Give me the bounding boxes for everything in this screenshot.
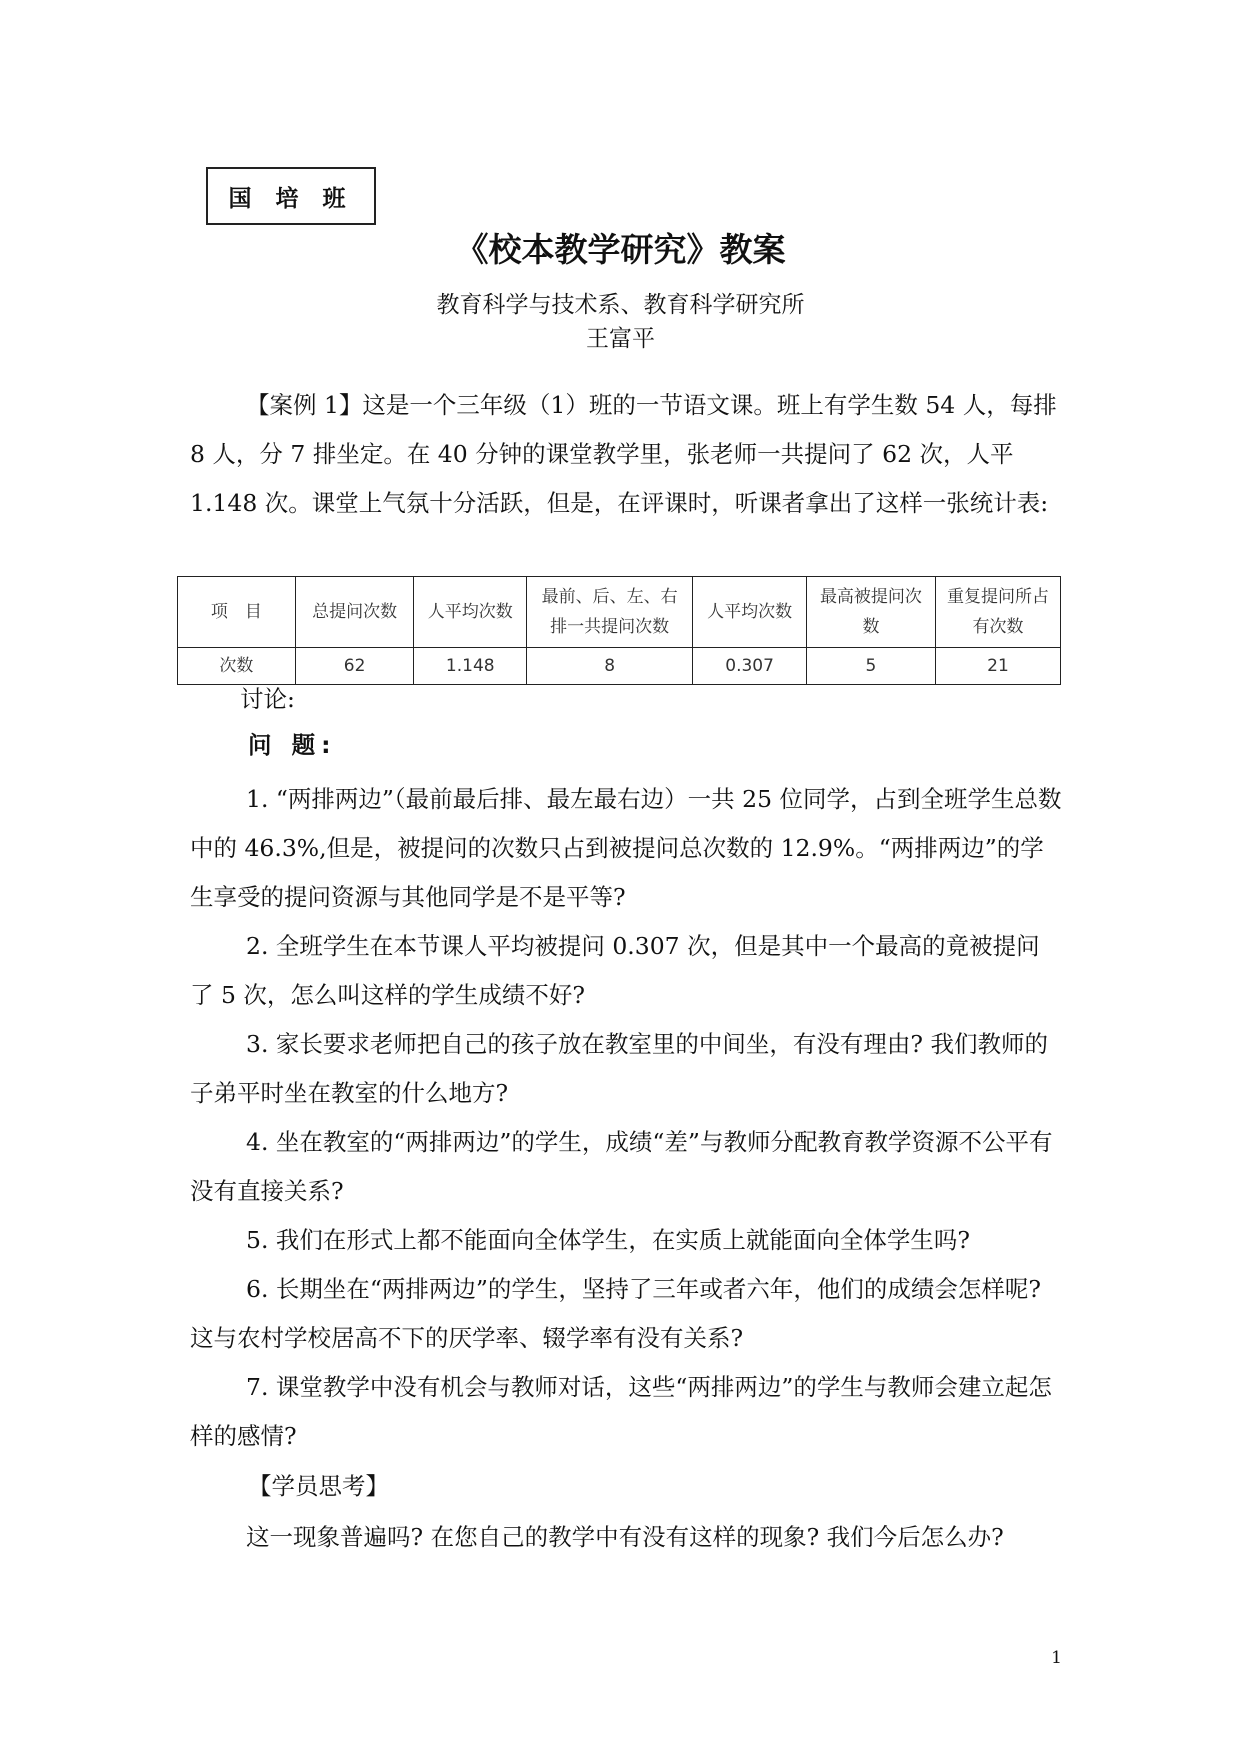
table-cell: 8 (527, 648, 693, 685)
table-header-row (178, 577, 1061, 648)
case-intro-paragraph: 【案例 1】这是一个三年级（1）班的一节语文课。班上有学生数 54 人，每排 8 人，分 7 排坐定。在 40 分钟的课堂教学里，张老师一共提问了 62 次，人平 1.148 次。课堂上气氛十分活跃，但是，在评课时，听课者拿出了这样一张统计表: (190, 391, 1057, 517)
question-item: 1. “两排两边”（最前最后排、最左最右边）一共 25 位同学，占到全班学生总数中的 46.3%,但是，被提问的次数只占到被提问总次数的 12.9%。“两排两边”的学生享受的提问资源与其他同学是不是平等? (190, 785, 1062, 911)
question-item: 5. 我们在形式上都不能面向全体学生，在实质上就能面向全体学生吗? (246, 1226, 970, 1254)
table-cell: 62 (295, 648, 414, 685)
table-header-cell: 总提问次数 (295, 577, 414, 648)
student-thinking-text: 这一现象普遍吗? 在您自己的教学中有没有这样的现象? 我们今后怎么办? (246, 1523, 1004, 1551)
document-title: 《校本教学研究》教案 (455, 230, 786, 269)
table-row (178, 648, 1061, 685)
table-header-cell: 人平均次数 (693, 577, 807, 648)
author-name: 王富平 (586, 326, 655, 352)
table-header-cell: 最高被提问次数 (806, 577, 935, 648)
table-header-cell: 重复提问所占有次数 (935, 577, 1060, 648)
statistics-table (177, 576, 1061, 685)
table-cell: 次数 (178, 648, 296, 685)
department-line: 教育科学与技术系、教育科学研究所 (436, 292, 805, 318)
question-item: 4. 坐在教室的“两排两边”的学生，成绩“差”与教师分配教育教学资源不公平有没有直接关系? (190, 1128, 1053, 1205)
table-cell: 1.148 (414, 648, 527, 685)
student-thinking-heading: 【学员思考】 (248, 1472, 389, 1500)
table-header-cell: 项 目 (178, 577, 296, 648)
table-cell: 5 (806, 648, 935, 685)
table-cell: 21 (935, 648, 1060, 685)
page-number: 1 (1051, 1648, 1062, 1668)
question-item: 3. 家长要求老师把自己的孩子放在教室里的中间坐，有没有理由? 我们教师的子弟平时坐在教室的什么地方? (190, 1030, 1048, 1107)
discussion-label: 讨论: (240, 685, 295, 713)
table-header-cell: 最前、后、左、右排一共提问次数 (527, 577, 693, 648)
table-header-cell: 人平均次数 (414, 577, 527, 648)
question-item: 7. 课堂教学中没有机会与教师对话，这些“两排两边”的学生与教师会建立起怎样的感情? (190, 1373, 1052, 1450)
questions-heading: 问 题: (248, 731, 337, 759)
question-item: 2. 全班学生在本节课人平均被提问 0.307 次，但是其中一个最高的竟被提问了 5 次，怎么叫这样的学生成绩不好? (190, 932, 1040, 1009)
question-item: 6. 长期坐在“两排两边”的学生，坚持了三年或者六年，他们的成绩会怎样呢? 这与农村学校居高不下的厌学率、辍学率有没有关系? (190, 1275, 1042, 1352)
class-label-box: 国 培 班 (206, 167, 376, 225)
table-cell: 0.307 (693, 648, 807, 685)
